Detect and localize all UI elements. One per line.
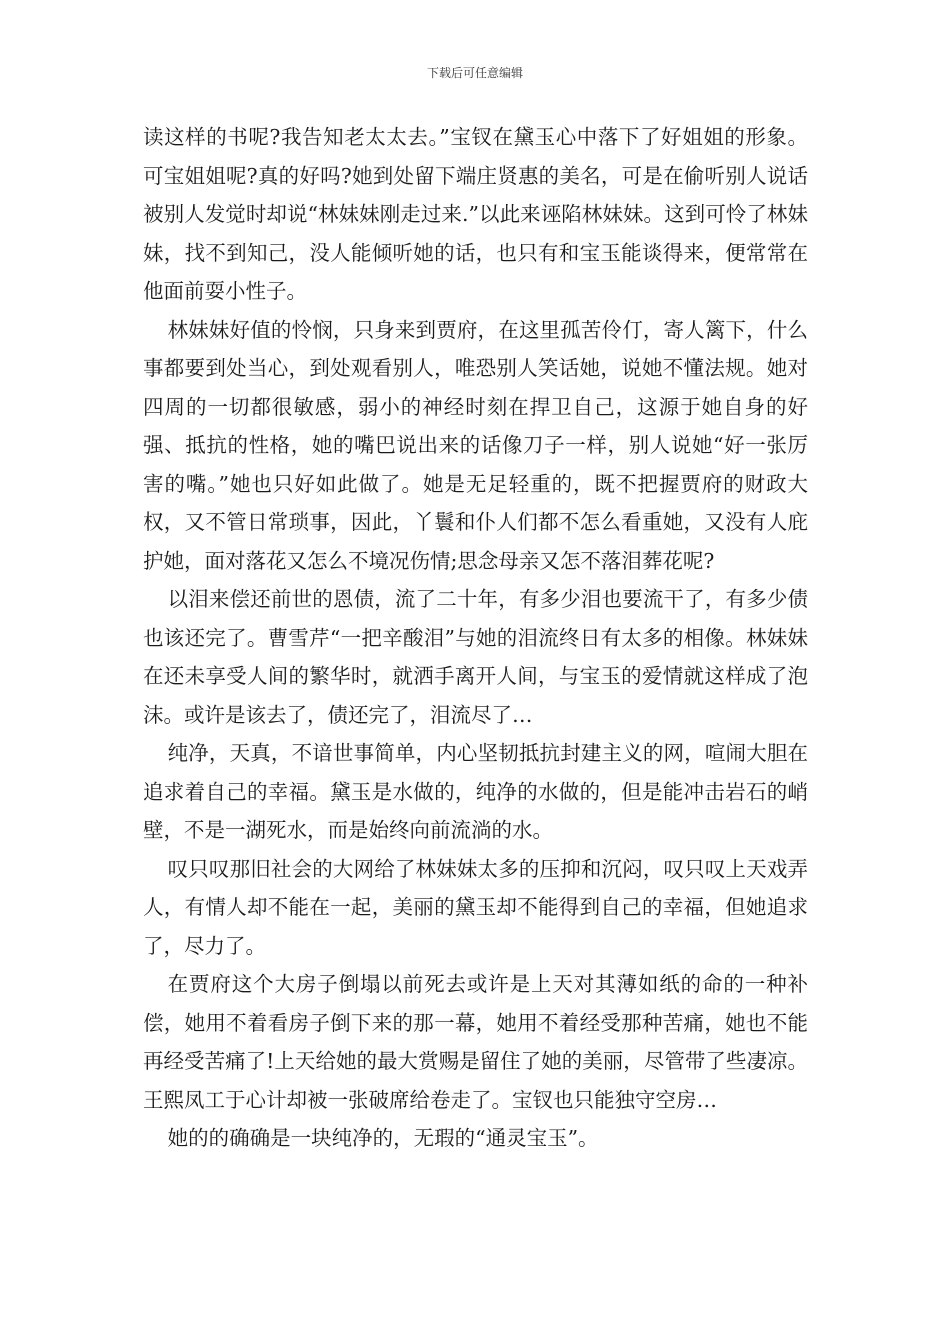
paragraph: 叹只叹那旧社会的大网给了林妹妹太多的压抑和沉闷，叹只叹上天戏弄人，有情人却不能在一起，美丽的黛玉却不能得到自己的幸福，但她追求了，尽力了。: [143, 856, 808, 958]
paragraph: 纯净，天真，不谙世事简单，内心坚韧抵抗封建主义的网，喧闹大胆在追求着自己的幸福。黛玉是水做的，纯净的水做的，但是能冲击岩石的峭壁，不是一湖死水，而是始终向前流淌的水。: [143, 741, 808, 842]
paragraph: 以泪来偿还前世的恩债，流了二十年，有多少泪也要流干了，有多少债也该还完了。曹雪芹“一把辛酸泪”与她的泪流终日有太多的相像。林妹妹在还未享受人间的繁华时，就洒手离开人间，与宝玉的爱情就这样成了泡沫。或许是该去了，债还完了，泪流尽了…: [143, 587, 808, 727]
paragraph: 她的的确确是一块纯净的，无瑕的“通灵宝玉”。: [167, 1126, 599, 1150]
page-header: 下载后可任意编辑: [426, 66, 523, 80]
article-body: [143, 118, 808, 1158]
paragraph: 读这样的书呢?我告知老太太去。”宝钗在黛玉心中落下了好姐姐的形象。可宝姐姐呢?真的好吗?她到处留下端庄贤惠的美名，可是在偷听别人说话被别人发觉时却说“林妹妹刚走过来.”以此来诬陷林妹妹。这到可怜了林妹妹，找不到知己，没人能倾听她的话，也只有和宝玉能谈得来，便常常在他面前耍小性子。: [143, 125, 808, 303]
paragraph: 在贾府这个大房子倒塌以前死去或许是上天对其薄如纸的命的一种补偿，她用不着看房子倒下来的那一幕，她用不着经受那种苦痛，她也不能再经受苦痛了!上天给她的最大赏赐是留住了她的美丽，尽管带了些凄凉。王熙凤工于心计却被一张破席给卷走了。宝钗也只能独守空房…: [143, 972, 808, 1112]
paragraph: 林妹妹好值的怜悯，只身来到贾府，在这里孤苦伶仃，寄人篱下，什么事都要到处当心，到处观看别人，唯恐别人笑话她，说她不懂法规。她对四周的一切都很敏感，弱小的神经时刻在捍卫自己，这源于她自身的好强、抵抗的性格，她的嘴巴说出来的话像刀子一样，别人说她“好一张厉害的嘴。”她也只好如此做了。她是无足轻重的，既不把握贾府的财政大权，又不管日常琐事，因此，丫鬟和仆人们都不怎么看重她，又没有人庇护她，面对落花又怎么不境况伤情;思念母亲又怎不落泪葬花呢?: [143, 317, 808, 573]
